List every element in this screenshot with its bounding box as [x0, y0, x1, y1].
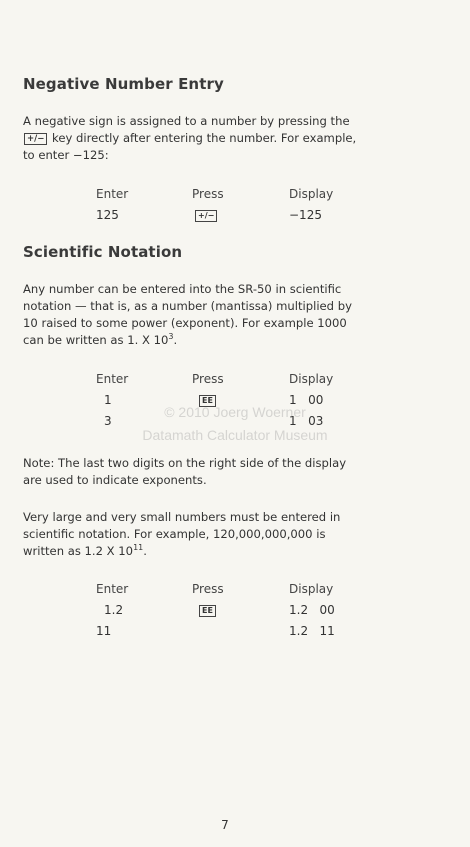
paragraph-line-text: can be written as 1. X 10	[23, 333, 169, 347]
keystroke-table-large	[0, 582, 470, 645]
paragraph-line-text: key directly after entering the number. For example,	[52, 131, 357, 145]
table-row	[0, 208, 470, 229]
period: .	[143, 544, 147, 558]
section-heading-negative-entry: Negative Number Entry	[23, 75, 224, 93]
table-row	[0, 624, 470, 645]
display-value: 1 03	[289, 414, 324, 428]
paragraph-line: Very large and very small numbers must be entered in	[23, 510, 341, 524]
enter-value: 11	[96, 624, 112, 638]
header-display: Display	[289, 372, 334, 386]
enter-value: 125	[96, 208, 119, 222]
header-display: Display	[289, 582, 334, 596]
ee-key: EE	[199, 395, 216, 407]
paragraph-line: to enter −125:	[23, 148, 109, 162]
header-press: Press	[192, 582, 224, 596]
watermark-line: © 2010 Joerg Woerner	[164, 404, 306, 420]
header-press: Press	[192, 372, 224, 386]
paragraph-line: 10 raised to some power (exponent). For example 1000	[23, 316, 347, 330]
large-numbers-paragraph	[23, 509, 423, 560]
paragraph-line: Any number can be entered into the SR-50 in scientific	[23, 282, 342, 296]
ee-key: EE	[199, 605, 216, 617]
paragraph-line	[23, 332, 423, 349]
watermark-line: Datamath Calculator Museum	[142, 427, 328, 443]
paragraph-line: are used to indicate exponents.	[23, 473, 207, 487]
change-sign-key: +/−	[195, 210, 217, 222]
scientific-notation-paragraph	[23, 281, 423, 349]
table-row	[0, 603, 470, 624]
display-value: 1.2 00	[289, 603, 335, 617]
page-number: 7	[221, 818, 229, 832]
header-press: Press	[192, 187, 224, 201]
paragraph-line-text: written as 1.2 X 10	[23, 544, 134, 558]
header-display: Display	[289, 187, 334, 201]
enter-value: 1.2	[104, 603, 124, 617]
header-enter: Enter	[96, 372, 129, 386]
display-value: 1.2 11	[289, 624, 335, 638]
display-value: 1 00	[289, 393, 324, 407]
section-heading-scientific-notation: Scientific Notation	[23, 243, 183, 261]
header-enter: Enter	[96, 582, 129, 596]
negative-entry-paragraph	[23, 113, 423, 164]
note-paragraph	[23, 455, 423, 489]
display-value: −125	[289, 208, 322, 222]
table-header-row	[0, 372, 470, 393]
paragraph-line: scientific notation. For example, 120,000,000,000 is	[23, 527, 326, 541]
keystroke-table-negative	[0, 187, 470, 229]
table-header-row	[0, 187, 470, 208]
paragraph-line: A negative sign is assigned to a number by pressing the	[23, 114, 350, 128]
paragraph-line: notation — that is, as a number (mantissa) multiplied by	[23, 299, 352, 313]
table-header-row	[0, 582, 470, 603]
header-enter: Enter	[96, 187, 129, 201]
exponent: 3	[168, 332, 174, 341]
period: .	[173, 333, 178, 347]
paragraph-line: Note: The last two digits on the right side of the display	[23, 456, 347, 470]
enter-value: 1	[104, 393, 112, 407]
exponent: 11	[133, 543, 144, 552]
change-sign-key: +/−	[24, 133, 47, 145]
paragraph-line	[23, 543, 423, 560]
enter-value: 3	[104, 414, 112, 428]
paragraph-line	[23, 130, 423, 147]
